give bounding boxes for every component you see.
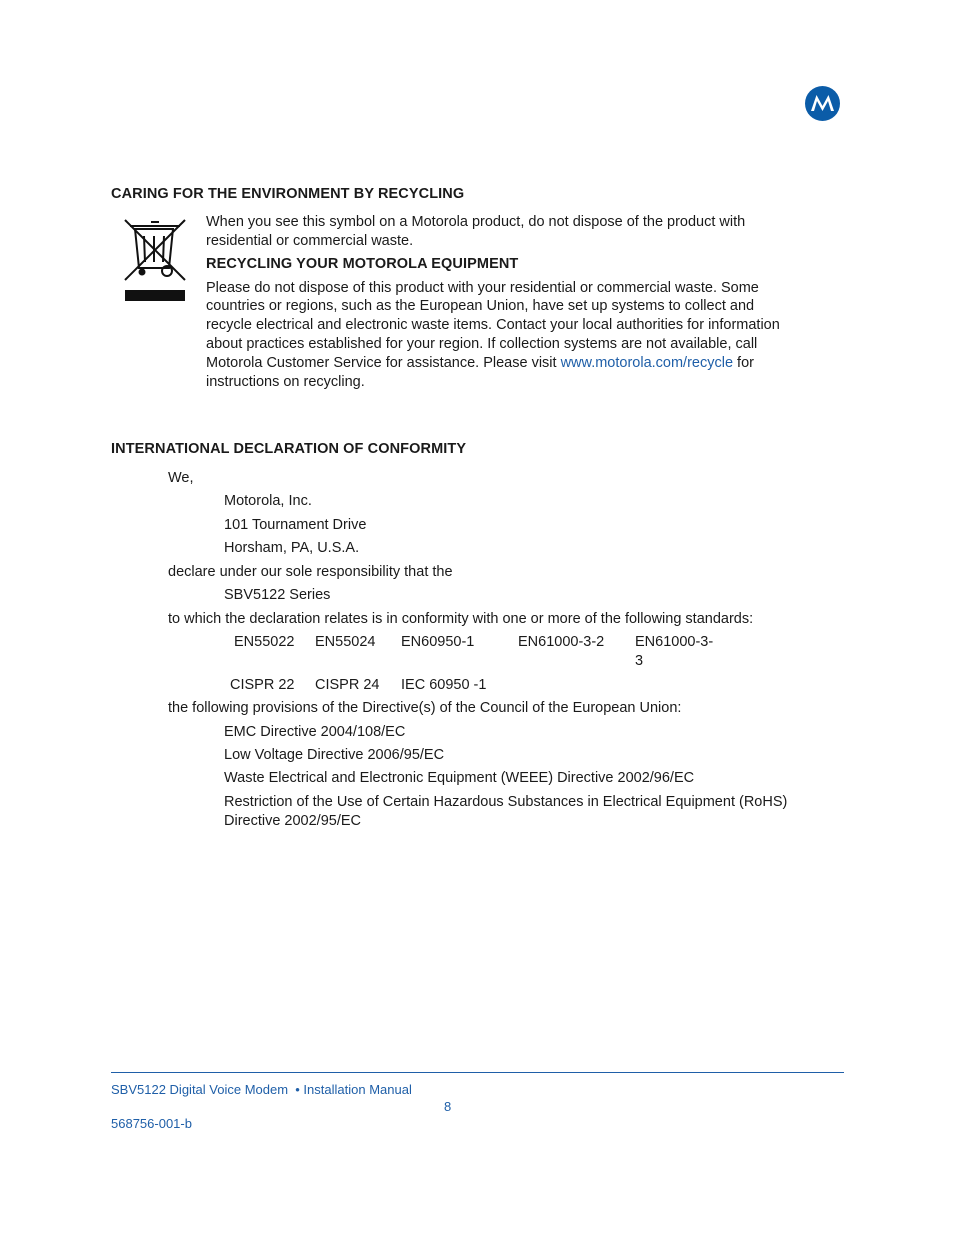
recycling-body-text: Motorola Customer Service for assistance. Please visit: [206, 355, 561, 371]
recycling-intro-line: When you see this symbol on a Motorola product, do not dispose of the product with: [206, 214, 746, 230]
footer-title: SBV5122 Digital Voice Modem • Installation Manual: [111, 1082, 412, 1097]
motorola-logo-icon: [805, 86, 840, 121]
recycling-subheading: RECYCLING YOUR MOTOROLA EQUIPMENT: [206, 256, 519, 272]
standard-item: EN55024: [315, 634, 376, 650]
company-address: Horsham, PA, U.S.A.: [224, 540, 360, 556]
conformity-we: We,: [168, 470, 194, 486]
directive-item: Waste Electrical and Electronic Equipment (WEEE) Directive 2002/96/EC: [224, 770, 695, 786]
company-name: Motorola, Inc.: [224, 493, 312, 509]
directive-item: Low Voltage Directive 2006/95/EC: [224, 747, 445, 763]
recycling-body-line: [206, 354, 754, 373]
doc-number: 568756-001-b: [111, 1116, 192, 1131]
standard-item: EN61000-3-: [635, 634, 714, 650]
recycling-intro-line: residential or commercial waste.: [206, 233, 414, 249]
page-number: 8: [444, 1099, 452, 1114]
recycling-body-line: Please do not dispose of this product with your residential or commercial waste. Some: [206, 280, 759, 296]
recycling-body-line: instructions on recycling.: [206, 374, 365, 390]
conformity-provisions: the following provisions of the Directive(s) of the Council of the European Union:: [168, 700, 682, 716]
directive-item: EMC Directive 2004/108/EC: [224, 724, 406, 740]
recycling-body-text: for: [733, 355, 754, 371]
standard-item: 3: [635, 653, 644, 669]
conformity-declare: declare under our sole responsibility that the: [168, 564, 453, 580]
recycling-body-line: about practices established for your region. If collection systems are not available, call: [206, 336, 758, 352]
standard-item: CISPR 24: [315, 677, 380, 693]
directive-item: Directive 2002/95/EC: [224, 813, 362, 829]
company-address: 101 Tournament Drive: [224, 517, 367, 533]
recycle-link[interactable]: www.motorola.com/recycle: [560, 355, 734, 371]
directive-item: Restriction of the Use of Certain Hazardous Substances in Electrical Equipment (RoHS): [224, 794, 788, 810]
footer-rule: [111, 1072, 844, 1073]
standard-item: EN55022: [234, 634, 295, 650]
recycling-body-line: countries or regions, such as the European Union, have set up systems to collect and: [206, 298, 755, 314]
conformity-relates: to which the declaration relates is in conformity with one or more of the following standards:: [168, 611, 754, 627]
standard-item: CISPR 22: [230, 677, 295, 693]
conformity-heading: INTERNATIONAL DECLARATION OF CONFORMITY: [111, 441, 467, 457]
standard-item: IEC 60950 -1: [401, 677, 487, 693]
recycling-body-line: recycle electrical and electronic waste items. Contact your local authorities for information: [206, 317, 780, 333]
standard-item: EN61000-3-2: [518, 634, 605, 650]
product-series: SBV5122 Series: [224, 587, 331, 603]
recycling-heading: CARING FOR THE ENVIRONMENT BY RECYCLING: [111, 186, 465, 202]
crossed-out-wheelie-bin-icon: [122, 216, 188, 304]
standard-item: EN60950-1: [401, 634, 475, 650]
